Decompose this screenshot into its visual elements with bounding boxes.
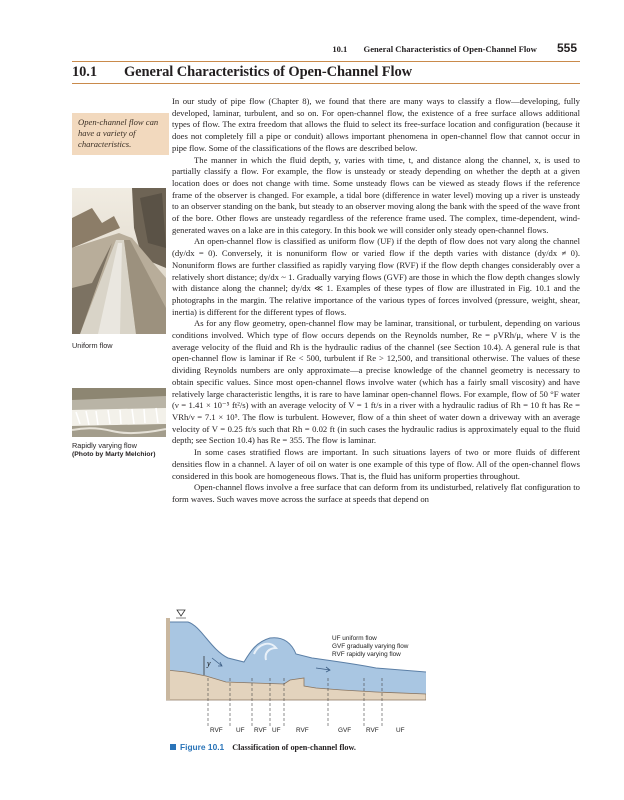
running-head-section: 10.1 [332,44,348,54]
legend-uf: UF uniform flow [332,635,377,642]
zone-label: UF [236,727,245,734]
zone-label: RVF [366,727,379,734]
running-head-title: General Characteristics of Open-Channel Flow [363,44,537,54]
figure-caption-text: Classification of open-channel flow. [232,743,356,752]
paragraph: In our study of pipe flow (Chapter 8), we found that there are many ways to classify a flow—developing, fully developed, laminar, turbulent, and so on. For open-channel flow, the existence of a free surface allows additional types of flow. The extra freedom that allows the fluid to select its free-surface location and configuration (because it does not completely fill a pipe or conduit) allows important phenomena in open-channel flow that cannot occur in pipe flow. Some of the classifications of the flows are described below. [172,96,580,153]
section-title: General Characteristics of Open-Channel Flow [124,64,412,80]
zone-label: UF [272,727,281,734]
figure-10-1 [166,608,426,736]
running-head [332,41,577,55]
rapidly-varying-flow-photo [72,388,166,437]
section-number: 10.1 [72,64,97,80]
paragraph: The manner in which the fluid depth, y, varies with time, t, and distance along the channel, x, is used to partially classify a flow. For example, the flow is unsteady or steady depending on whether the depth at a given location does or does not change with time. Some unsteady flows can be viewed as steady flows if the reference frame of the observer is changed. For example, a tidal bore (difference in water level) moving up a river is unsteady to an observer standing on the bank, but steady to an observer moving along the bank with the speed of the wave front of the bore. Other flows are unsteady regardless of the reference frame used. The complex, time-dependent, wind-generated waves on a lake are in this category. In this book we will consider only steady open-channel flows. [172,154,580,235]
margin-note: Open-channel flow can have a variety of characteristics. [72,113,169,155]
figure-label: Figure 10.1 [180,742,225,752]
legend-rvf: RVF rapidly varying flow [332,651,401,658]
legend-gvf: GVF gradually varying flow [332,643,409,650]
depth-label: y [207,659,211,668]
section-heading [72,64,412,81]
paragraph: An open-channel flow is classified as uniform flow (UF) if the depth of flow does not vary along the channel (dy/dx = 0). Conversely, it is nonuniform flow or varied flow if the depth varies with distance (dy/dx ≠ 0). Nonuniform flows are further classified as rapidly varying flow (RVF) if the flow depth changes considerably over a relatively short distance; dy/dx ~ 1. Gradually varying flows (GVF) are those in which the flow depth changes slowly with distance along the channel; dy/dx ≪ 1. Examples of these types of flow are illustrated in Fig. 10.1 and the photographs in the margin. The relative importance of the various types of forces involved (pressure, weight, shear, inertia) is different for the different types of flows. [172,236,580,317]
photo-credit: (Photo by Marty Melchior) [72,451,156,458]
photo-caption-rapid-text: Rapidly varying flow [72,441,137,450]
zone-label: RVF [254,727,267,734]
body-text [172,96,580,506]
paragraph: In some cases stratified flows are important. In such situations layers of two or more fluids of different densities flow in a channel. A layer of oil on water is one example of this type of flow. All of the open-channel flows considered in this book are homogeneous flows. That is, the fluid has uniform properties throughout. [172,447,580,481]
top-rule [72,61,580,62]
paragraph: Open-channel flows involve a free surface that can deform from its undisturbed, relatively flat configuration to form waves. Such waves move across the surface at speeds that depend on [172,482,580,504]
heading-rule [72,83,580,84]
uniform-flow-photo [72,188,166,334]
figure-marker-icon [170,744,176,750]
paragraph: As for any flow geometry, open-channel flow may be laminar, transitional, or turbulent, depending on various conditions involved. Which type of flow occurs depends on the Reynolds number, Re = ρVRh/μ, where V is the average velocity of the fluid and Rh is the hydraulic radius of the channel (see Section 10.4). A general rule is that open-channel flow is laminar if Re < 500, turbulent if Re > 12,500, and transitional otherwise. The values of these dividing Reynolds numbers are only approximate—a precise knowledge of the channel geometry is necessary to obtain specific values. Since most open-channel flows involve water (which has a fairly small viscosity) and have relatively large characteristic lengths, it is rare to have laminar open-channel flows. For example, flow of 50 °F water (ν = 1.41 × 10⁻⁵ ft²/s) with an average velocity of V = 1 ft/s in a river with a hydraulic radius of Rh = 10 ft has Re = VRh/ν = 7.1 × 10⁵. The flow is turbulent. However, flow of a thin sheet of water down a driveway with an average velocity of V = 0.25 ft/s such that Rh = 0.02 ft (in such cases the hydraulic radius is approximately equal to the fluid depth; see Section 10.4) has Re = 355. The flow is laminar. [172,318,580,446]
zone-label: UF [396,727,405,734]
page-number: 555 [556,41,577,55]
zone-label: RVF [210,727,223,734]
photo-caption-uniform: Uniform flow [72,341,113,350]
zone-label: GVF [338,727,352,734]
zone-label: RVF [296,727,309,734]
figure-caption [170,742,356,752]
photo-caption-rapid [72,441,155,459]
